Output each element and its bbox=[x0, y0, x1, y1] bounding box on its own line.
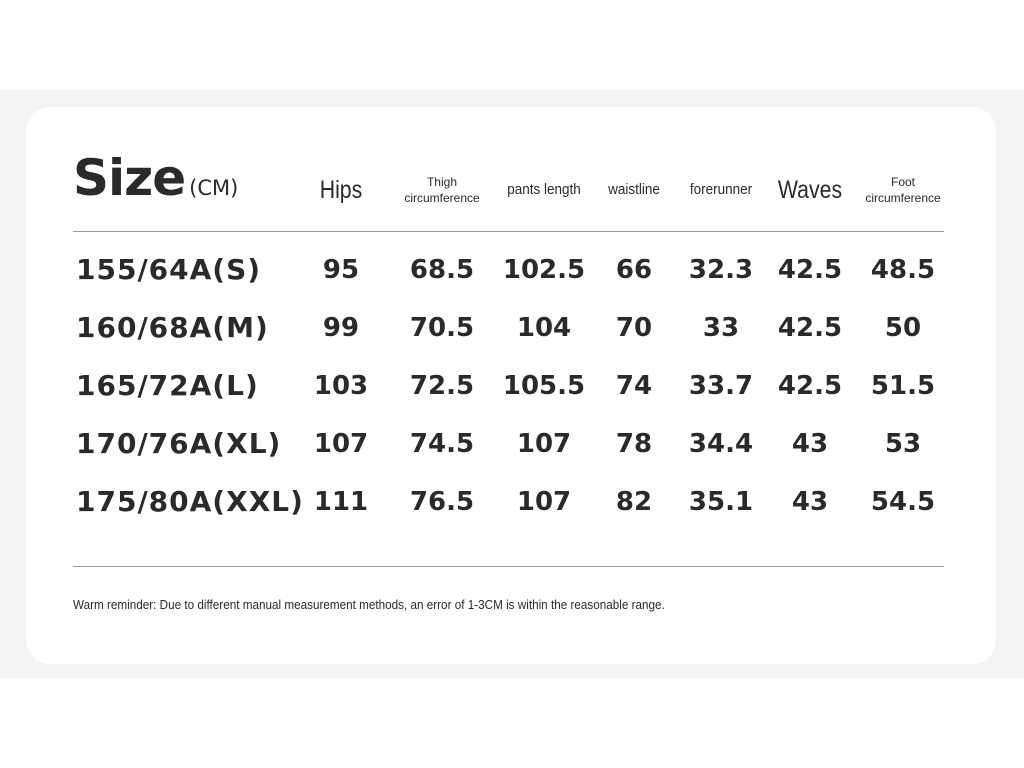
measurement-cell: 78 bbox=[615, 429, 653, 459]
measurement-cell: 76.5 bbox=[409, 487, 475, 517]
measurement-cell: 107 bbox=[313, 429, 369, 459]
warm-reminder-note: Warm reminder: Due to different manual measurement methods, an error of 1-3CM is within the reasonable range. bbox=[73, 597, 665, 612]
column-header-line: Thigh bbox=[426, 175, 458, 189]
measurement-cell: 33.7 bbox=[688, 371, 754, 401]
measurement-cell: 48.5 bbox=[870, 255, 936, 285]
measurement-cell: 51.5 bbox=[870, 371, 936, 401]
title-unit: (CM) bbox=[189, 176, 239, 200]
title-main: Size bbox=[73, 149, 186, 207]
column-header-pants-length: pants length bbox=[507, 181, 581, 198]
size-chart-title bbox=[73, 149, 238, 207]
measurement-cell: 104 bbox=[516, 313, 572, 343]
measurement-cell: 70 bbox=[615, 313, 653, 343]
measurement-cell: 43 bbox=[791, 429, 829, 459]
column-header-foot-circumference bbox=[865, 174, 940, 206]
measurement-cell: 107 bbox=[516, 429, 572, 459]
footer-divider bbox=[73, 566, 944, 567]
measurement-cell: 35.1 bbox=[688, 487, 754, 517]
column-header-waves: Waves bbox=[777, 176, 843, 204]
column-header-waistline: waistline bbox=[608, 181, 660, 198]
column-header-line: Foot bbox=[890, 175, 916, 189]
header-divider bbox=[73, 231, 944, 232]
size-label: 165/72A(L) bbox=[76, 369, 259, 402]
measurement-cell: 54.5 bbox=[870, 487, 936, 517]
measurement-cell: 34.4 bbox=[688, 429, 754, 459]
size-label: 155/64A(S) bbox=[76, 253, 262, 286]
column-header-forerunner: forerunner bbox=[689, 181, 753, 198]
measurement-cell: 111 bbox=[313, 487, 369, 517]
measurement-cell: 66 bbox=[615, 255, 653, 285]
measurement-cell: 99 bbox=[322, 313, 360, 343]
measurement-cell: 107 bbox=[516, 487, 572, 517]
measurement-cell: 82 bbox=[615, 487, 653, 517]
column-header-thigh-circumference bbox=[404, 174, 479, 206]
column-header-hips: Hips bbox=[319, 176, 363, 204]
size-label: 175/80A(XXL) bbox=[76, 485, 304, 518]
measurement-cell: 68.5 bbox=[409, 255, 475, 285]
measurement-cell: 70.5 bbox=[409, 313, 475, 343]
measurement-cell: 74 bbox=[615, 371, 653, 401]
measurement-cell: 74.5 bbox=[409, 429, 475, 459]
measurement-cell: 43 bbox=[791, 487, 829, 517]
measurement-cell: 50 bbox=[884, 313, 922, 343]
size-label: 160/68A(M) bbox=[76, 311, 269, 344]
measurement-cell: 95 bbox=[322, 255, 360, 285]
measurement-cell: 105.5 bbox=[502, 371, 586, 401]
measurement-cell: 103 bbox=[313, 371, 369, 401]
measurement-cell: 102.5 bbox=[502, 255, 586, 285]
measurement-cell: 33 bbox=[702, 313, 740, 343]
column-header-line: circumference bbox=[865, 191, 941, 205]
size-chart-card bbox=[26, 107, 996, 664]
measurement-cell: 42.5 bbox=[777, 313, 843, 343]
column-header-line: circumference bbox=[404, 191, 480, 205]
size-label: 170/76A(XL) bbox=[76, 427, 282, 460]
measurement-cell: 53 bbox=[884, 429, 922, 459]
measurement-cell: 42.5 bbox=[777, 255, 843, 285]
measurement-cell: 72.5 bbox=[409, 371, 475, 401]
measurement-cell: 42.5 bbox=[777, 371, 843, 401]
measurement-cell: 32.3 bbox=[688, 255, 754, 285]
